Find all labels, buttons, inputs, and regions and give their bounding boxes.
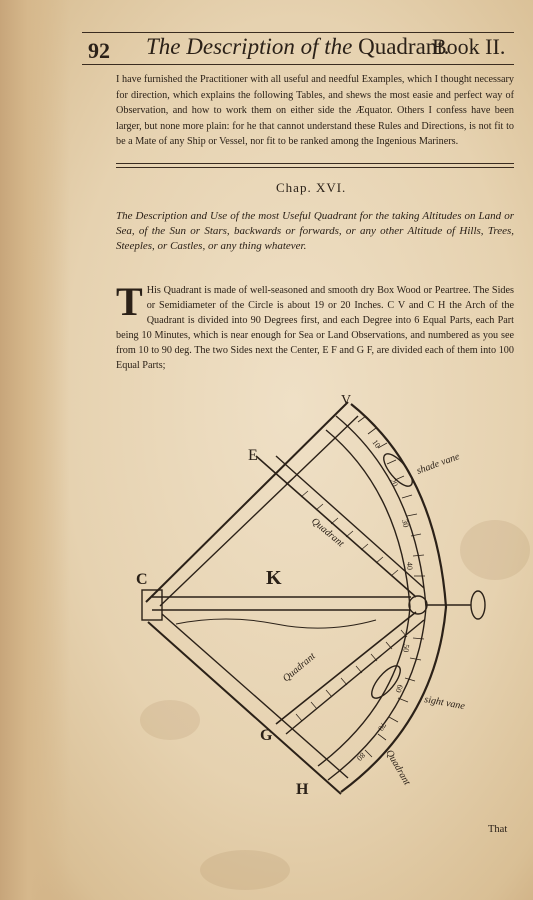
- center-pivot: [409, 596, 427, 614]
- paper-stain: [200, 850, 290, 890]
- catchword: That: [488, 824, 508, 835]
- body-text: His Quadrant is made of well-seasoned and smooth dry Box Wood or Peartree. The Sides or Semidiameter of the Circle is about 19 or 20 Inches. C V and C H the Arch of the Quadrant is divided into 90 Degrees first, and each Degree into 6 Equal Parts, each Part being 10 Minutes, which is near enough for Sea or Land Observations, and numbered as you see from 10 to 90 deg. The two Sides next the Center, E F and G F, are divided each of them into 100 Equal Parts;: [116, 285, 514, 371]
- running-title-description: Description of the: [186, 34, 353, 59]
- arc-number: 60: [393, 683, 405, 694]
- section-rule: [116, 163, 514, 164]
- radius-lower-inner: [162, 614, 348, 778]
- body-paragraph: [116, 279, 514, 373]
- intro-text: I have furnished the Practitioner with all useful and needful Examples, which I thought necessary for direction, which explains the following Tables, and shews the most easie and perfect way of Observation, and how to work them on either side the Æquator. Others I confess have been larger, but none more plain: for he that cannot understand these Rules and Directions, is not fit to be a Mate of any Ship or Vessel, nor fit to be ranked among the Ingenious Mariners.: [116, 74, 514, 148]
- arc-number: 20: [388, 477, 400, 489]
- label-sight-vane: sight vane: [423, 694, 466, 713]
- book-label: Book II.: [432, 34, 506, 59]
- sight-vane-lower: [367, 662, 405, 703]
- arc-number: 50: [401, 643, 411, 653]
- drop-cap: T: [116, 279, 143, 324]
- radius-lower: [148, 622, 341, 794]
- label-h: H: [296, 781, 309, 798]
- radius-upper: [146, 402, 348, 602]
- arc-number: 70: [376, 720, 388, 733]
- label-quadrant-upper: Quadrant: [309, 515, 346, 550]
- chapter-title: Chap. XVI.: [276, 180, 347, 195]
- radius-upper-inner: [160, 416, 358, 606]
- sight-vane-disc: [471, 591, 485, 619]
- arc-number: 30: [400, 518, 411, 529]
- intro-paragraph: [116, 72, 514, 150]
- label-quadrant-arc: Quadrant: [383, 748, 413, 788]
- chapter-description: The Description and Use of the most Useful Quadrant for the taking Altitudes on Land or Sea, of the Sun or Stars, backwards or forwards, or any other Altitude of Hills, Trees, Steeples, or Castles, or any thing whatever.: [116, 210, 514, 252]
- label-quadrant-lower: Quadrant: [280, 650, 318, 685]
- wavy-line: [176, 619, 376, 628]
- arc-number: 80: [354, 750, 367, 763]
- label-e: E: [248, 447, 258, 464]
- arc-number: 40: [405, 561, 415, 571]
- side-gf-inner: [286, 620, 424, 734]
- label-v: V: [341, 393, 352, 408]
- side-ef-ticks: [286, 478, 398, 576]
- label-c: C: [136, 571, 148, 588]
- page-number: 92: [88, 38, 110, 63]
- header-rule-top: [82, 32, 514, 33]
- label-k: K: [266, 567, 282, 589]
- center-socket: [142, 590, 162, 620]
- quadrant-illustration: [136, 392, 506, 812]
- quadrant-diagram: [136, 392, 506, 812]
- label-shade-vane: shade vane: [415, 451, 462, 477]
- side-gf-ticks: [296, 630, 407, 721]
- header-rule-bottom: [82, 64, 514, 65]
- label-g: G: [260, 727, 273, 744]
- running-title-the: The: [146, 34, 181, 59]
- section-rule-thin: [116, 167, 514, 168]
- running-title: [146, 34, 449, 60]
- arc-number: 10: [370, 437, 383, 450]
- running-title-quadrant: Quadrant.: [358, 34, 450, 59]
